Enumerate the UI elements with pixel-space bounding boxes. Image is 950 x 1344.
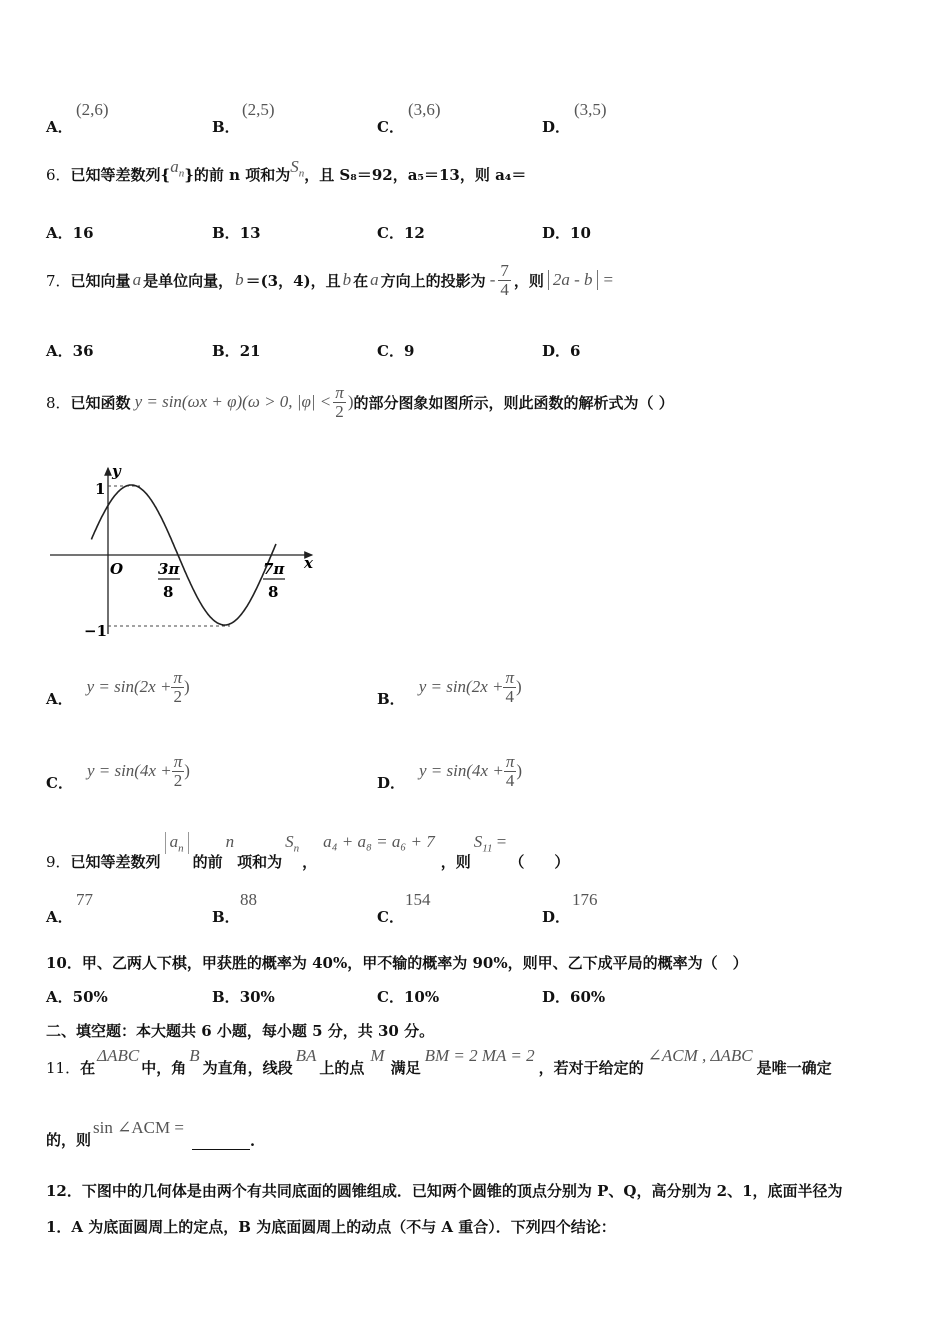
x-axis-label: x [304,554,313,572]
q9-n: n [225,832,235,851]
q7-option-d: D．6 [542,342,581,360]
q11-text-4: 上的点 [319,1059,365,1077]
q8-text-2: 的部分图象如图所示，则此函数的解析式为（ ） [353,393,674,412]
q12-line-1: 12．下图中的几何体是由两个有共同底面的圆锥组成．已知两个圆锥的顶点分别为 P、Q，高分别为 2、1，底面半径为 [46,1182,843,1200]
q11-number: 11． [46,1059,81,1077]
q8-option-d-close: ) [516,761,523,780]
q11-text-3: 为直角，线段 [202,1059,293,1077]
q6-number: 6． [46,166,71,184]
q7-stem [46,257,613,303]
q6-stem [46,157,527,187]
q8-option-a-close: ) [183,677,190,696]
q7-vector-b: b [235,270,244,289]
q11-text-1: 在 [80,1059,96,1077]
q7-text-2: 是单位向量， [143,271,234,290]
q6-text-1: 已知等差数列{ [70,166,171,184]
q11-stem-line1 [46,1046,832,1078]
q8-option-c [46,748,190,794]
q8-graph [40,458,330,648]
q5-option-b-value: (2,5) [242,100,275,119]
q8-option-d-frac: $\frac{\pi}{4}$ [505,751,515,790]
q8-option-c-letter: C． [46,773,73,792]
q5-option-b-letter: B． [212,118,240,136]
q9-number: 9． [46,853,71,871]
q6-text-2: }的前 n 项和为 [184,166,291,184]
q8-option-d-letter: D． [377,773,406,792]
y-tick-minus-1: −1 [84,622,108,640]
q8-option-d-expr: y = sin(4x + [419,761,504,780]
q8-function-fraction: $\frac{\pi}{2}$ [335,382,344,421]
q8-function-close: ) [347,392,354,411]
q9-text-3: 项和为 [237,853,283,871]
q9-sn: $S_n$ [285,832,300,855]
q8-option-b-frac: $\frac{\pi}{4}$ [505,667,515,706]
q7-abs-expression: 2a - b [548,270,598,290]
q11-answer-blank[interactable] [192,1135,250,1150]
q8-option-a-expr: y = sin(2x + [86,677,172,696]
q8-stem [46,378,674,426]
q8-option-d [377,748,522,794]
q11-expression: sin ∠ACM = [93,1118,184,1137]
q11-given: ∠ACM , ΔABC [647,1046,753,1065]
q11-text-5: 满足 [390,1059,421,1077]
q9-paren: （ ） [509,853,570,871]
q7-option-b: B．21 [212,342,261,360]
q9-comma: ， [302,853,318,871]
q9-s11: $S_{11}$ = [473,832,507,855]
q11-segment-ba: BA [295,1046,317,1065]
q9-stem [46,832,569,872]
q5-option-c-value: (3,6) [408,100,441,119]
q9-option-b-letter: B． [212,908,240,926]
q6-option-c: C．12 [377,224,425,242]
q7-text-4: 在 [353,271,369,290]
q9-text-4: ，则 [440,853,471,871]
q11-stem-line2 [46,1118,255,1150]
q7-text-5: 方向上的投影为 [380,271,486,290]
q11-end-period: . [249,1132,256,1150]
q9-option-c-value: 154 [405,890,431,909]
q9-option-a-value: 77 [76,890,93,909]
q8-option-c-expr: y = sin(4x + [86,761,172,780]
q8-option-a [46,664,190,710]
q8-option-c-frac: $\frac{\pi}{2}$ [173,751,183,790]
q8-option-c-close: ) [184,761,190,780]
q11-text-6: ，若对于给定的 [538,1059,644,1077]
q5-option-a-letter: A． [46,118,73,136]
q7-text-1: 已知向量 [70,271,131,290]
q7-option-a: A．36 [46,342,94,360]
q8-option-a-letter: A． [46,689,73,708]
q8-option-b-close: ) [516,677,522,696]
q9-option-d-value: 176 [572,890,598,909]
q7-equals: = [603,270,614,289]
q8-text-1: 已知函数 [70,393,131,412]
q9-option-a-letter: A． [46,908,73,926]
q9-equation: a₄ + a₈ = a₆ + 7 [323,832,435,851]
x-tick-7pi-den: 8 [268,583,279,601]
x-tick-3pi-num: 3π [158,560,180,578]
q7-fraction: $\frac{7}{4}$ [500,260,509,299]
q10-option-c: C．10% [377,988,440,1006]
q9-option-b-value: 88 [240,890,257,909]
q6-option-b: B．13 [212,224,261,242]
q7-number: 7． [46,271,71,290]
q5-option-a-value: (2,6) [76,100,109,119]
q11-condition: BM = 2 MA = 2 [424,1046,535,1065]
q5-option-d-letter: D． [542,118,571,136]
q5-option-d-value: (3,5) [574,100,607,119]
q8-function: y = sin(ωx + φ)(ω > 0, |φ| < [134,392,332,411]
q7-vector-b-2: b [342,270,352,289]
q6-sn: $S_n$ [290,157,305,180]
q10-option-b: B．30% [212,988,275,1006]
q11-text-2: 中，角 [141,1059,187,1077]
q9-option-c-letter: C． [377,908,404,926]
q8-option-b-expr: y = sin(2x + [418,677,504,696]
section-heading-fill-in: 二、填空题：本大题共 6 小题，每小题 5 分，共 30 分。 [46,1022,435,1040]
q11-point-m: M [370,1046,385,1065]
q6-option-a: A．16 [46,224,94,242]
q11-text-8: 的，则 [46,1131,92,1149]
q12-line-2: 1．A 为底面圆周上的定点，B 为底面圆周上的动点（不与 A 重合）．下列四个结论： [46,1218,616,1236]
q6-option-d: D．10 [542,224,591,242]
y-axis-label: y [112,462,121,480]
q8-option-b [377,664,522,710]
q7-text-6: ，则 [513,271,544,290]
q7-vector-a: a [132,270,142,289]
q8-option-a-frac: $\frac{\pi}{2}$ [173,667,182,706]
q6-an: $a_n$ [170,157,185,180]
q8-number: 8． [46,393,71,412]
q11-angle-b: B [189,1046,200,1065]
q7-text-3: ＝(3，4)，且 [245,271,341,290]
q7-vector-a-2: a [370,270,379,289]
origin-label: O [110,560,124,578]
x-tick-3pi-den: 8 [163,583,174,601]
q10-stem: 10．甲、乙两人下棋，甲获胜的概率为 40%，甲不输的概率为 90%，则甲、乙下成平局的概率为（ ） [46,954,748,972]
q11-triangle: ΔABC [97,1046,140,1065]
q6-text-3: ，且 S₈＝92，a₅＝13，则 a₄＝ [304,166,527,184]
q10-option-a: A．50% [46,988,108,1006]
q8-option-b-letter: B． [377,689,405,708]
q9-text-1: 已知等差数列 [70,853,161,871]
q10-option-d: D．60% [542,988,606,1006]
q7-option-c: C．9 [377,342,415,360]
q5-option-c-letter: C． [377,118,404,136]
q9-an: $a_n$ [165,832,189,854]
q11-text-7: 是唯一确定 [756,1059,832,1077]
q9-text-2: 的前 [192,853,223,871]
x-tick-7pi-num: 7π [263,560,285,578]
q7-minus: - [489,270,496,289]
y-tick-1: 1 [95,480,106,498]
q9-option-d-letter: D． [542,908,571,926]
